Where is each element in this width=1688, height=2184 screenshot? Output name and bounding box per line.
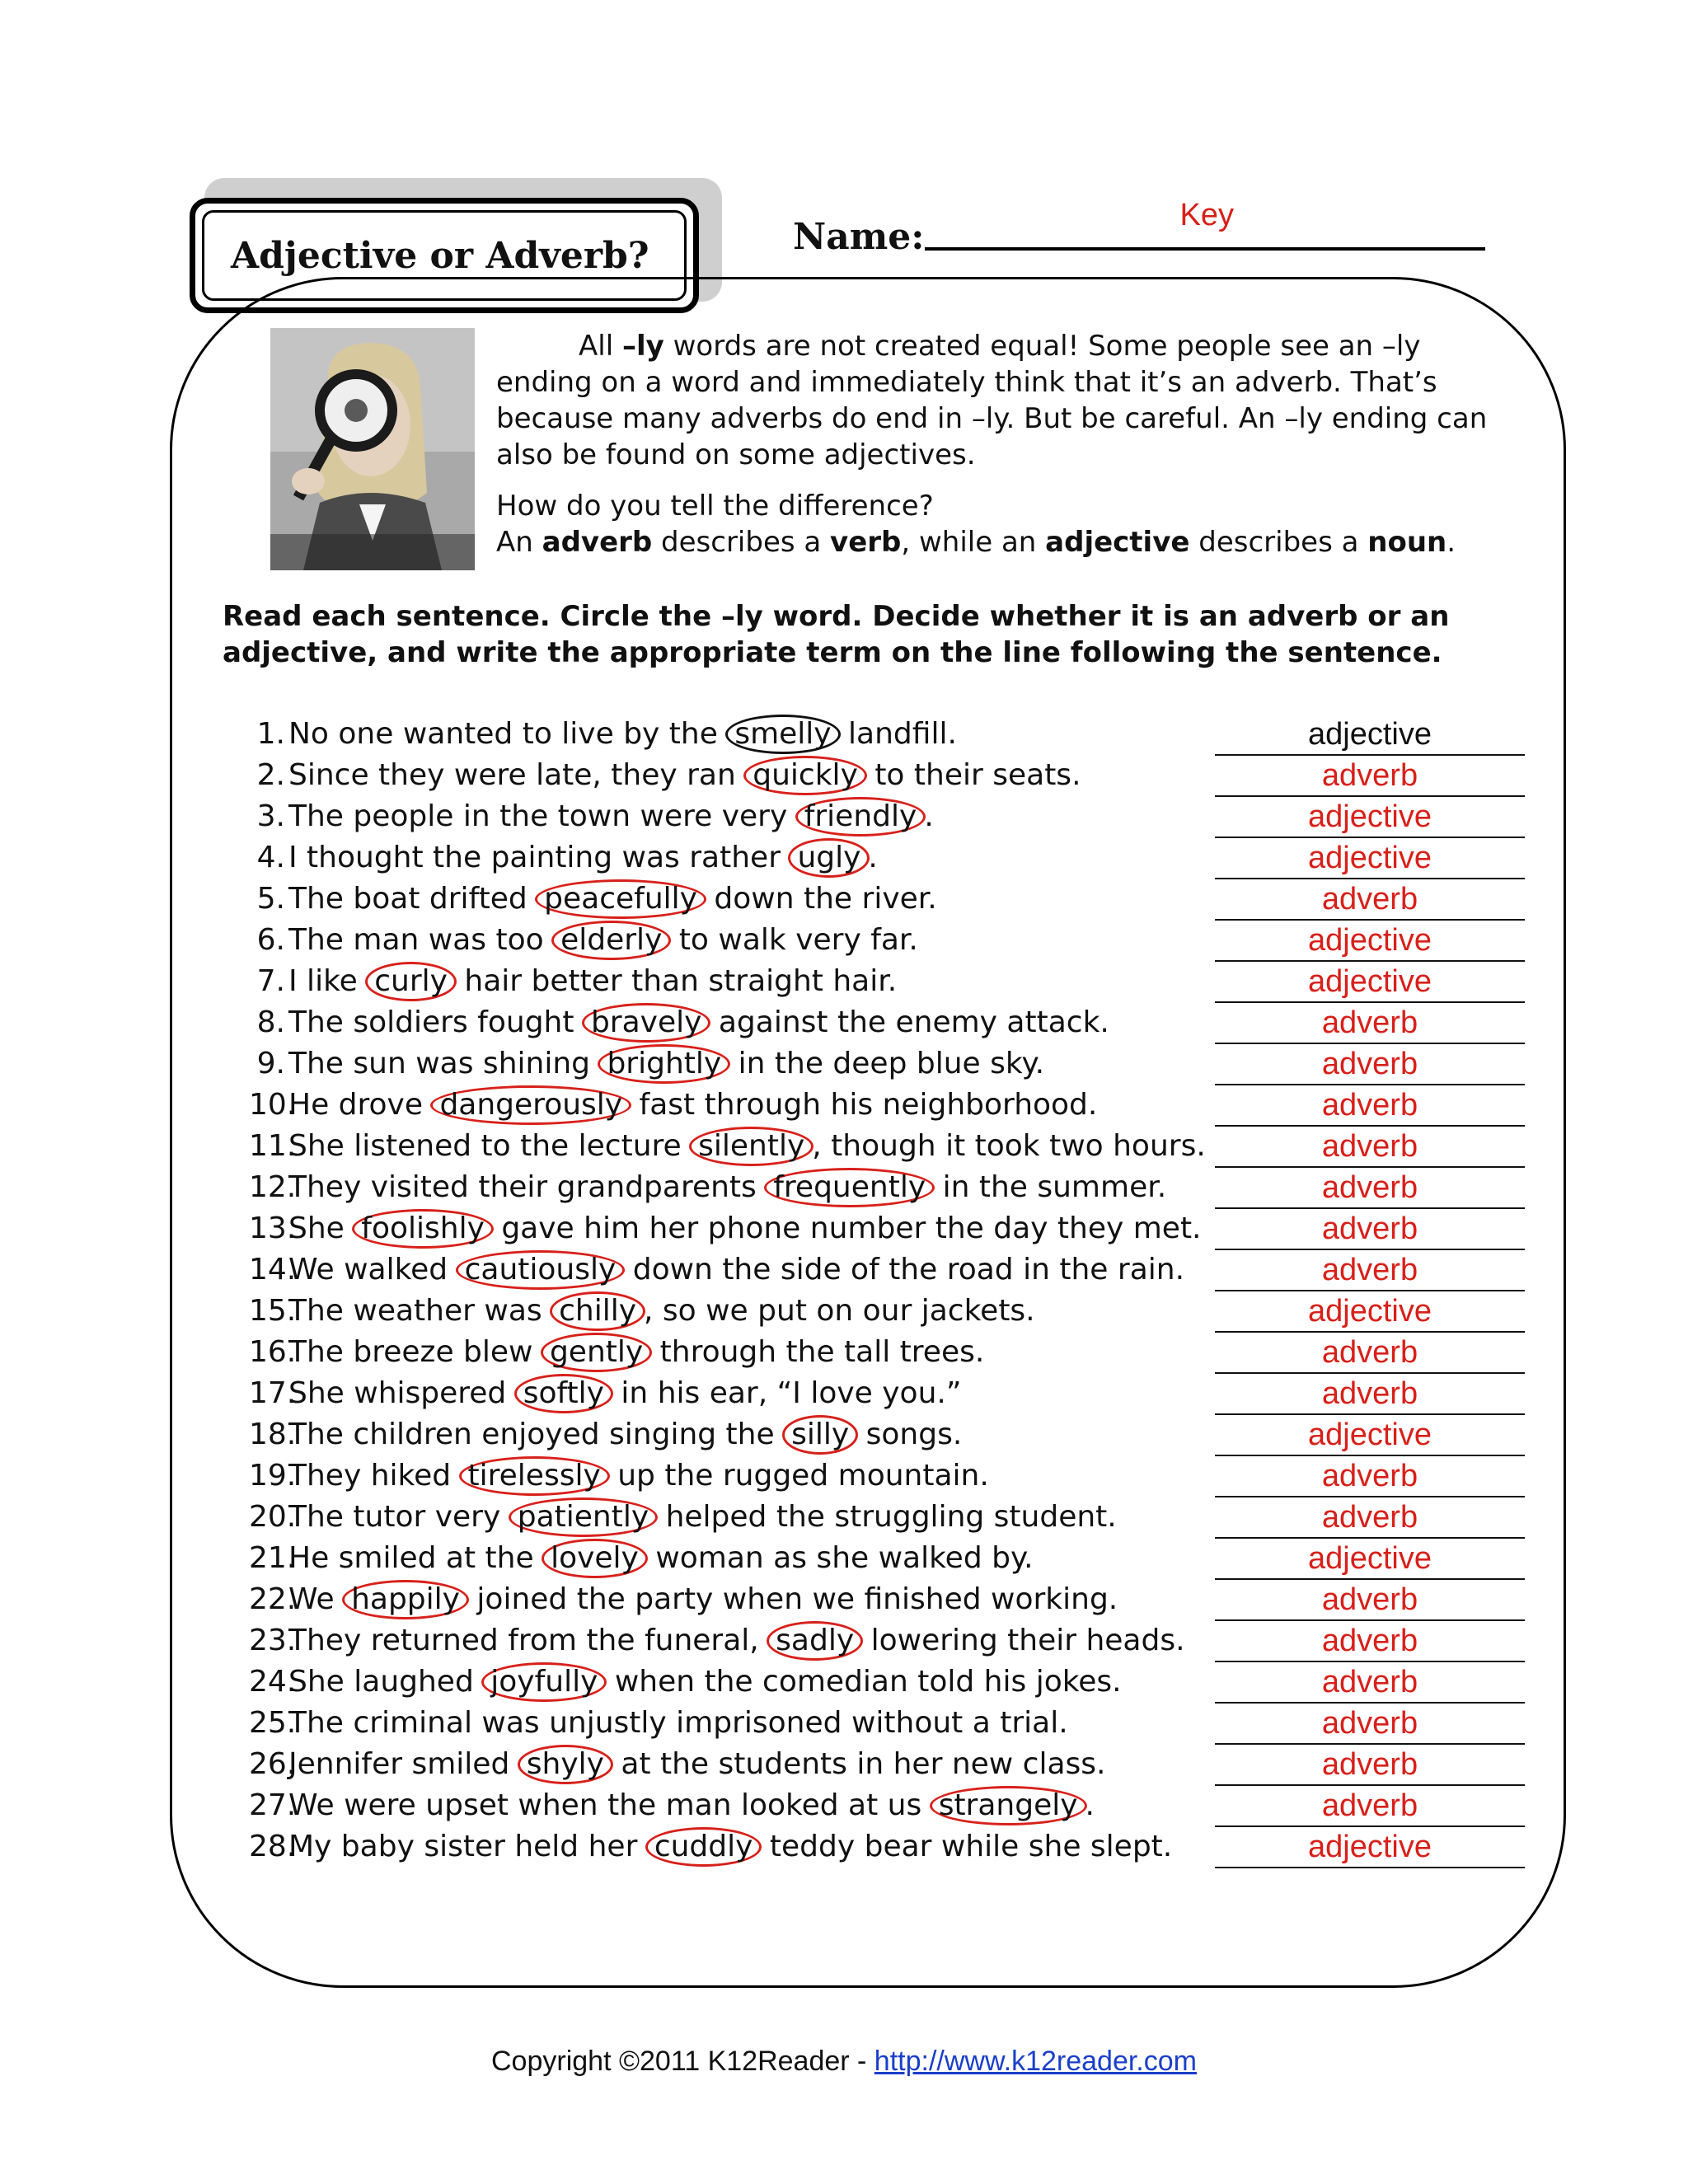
sentence-post: teddy bear while she slept. xyxy=(760,1830,1173,1863)
sentence-pre: They hiked xyxy=(288,1459,461,1493)
sentence-pre: Since they were late, they ran xyxy=(288,758,746,792)
sentence-row xyxy=(249,1703,1535,1744)
answer-line: adjective xyxy=(1215,1414,1525,1456)
sentence-row xyxy=(249,1826,1535,1868)
answer-line: adverb xyxy=(1215,1373,1525,1415)
sentence-row xyxy=(249,1785,1535,1826)
ly-word: unjustly xyxy=(549,1706,667,1740)
sentence-pre: We were upset when the man looked at us xyxy=(288,1788,931,1822)
circled-ly-word: silently xyxy=(689,1127,814,1166)
sentence-row xyxy=(249,837,1535,879)
sentence-row xyxy=(249,1167,1535,1208)
sentence-row xyxy=(249,1249,1535,1291)
name-value: Key xyxy=(1179,198,1235,232)
answer-line: adverb xyxy=(1215,1249,1525,1291)
sentence-post: gave him her phone number the day they met. xyxy=(491,1212,1202,1245)
circled-ly-word: happily xyxy=(342,1580,469,1619)
sentence-post: to walk very far. xyxy=(669,923,918,957)
sentence-number: 10. xyxy=(249,1088,297,1122)
sentence-pre: We walked xyxy=(288,1253,457,1286)
sentence-pre: She laughed xyxy=(288,1665,484,1699)
intro-text xyxy=(496,328,1503,560)
sentence-row xyxy=(249,1126,1535,1167)
sentence-number: 27. xyxy=(249,1788,297,1822)
sentence-row xyxy=(249,1085,1535,1126)
sentence-pre: The man was too xyxy=(288,923,554,957)
sentence-post: in the deep blue sky. xyxy=(729,1047,1045,1080)
girl-with-magnifying-glass-illustration xyxy=(270,328,475,570)
sentence-post: against the enemy attack. xyxy=(709,1005,1109,1039)
sentence-row xyxy=(249,920,1535,961)
circled-ly-word: cautiously xyxy=(456,1250,626,1290)
sentence-number: 8. xyxy=(256,1005,285,1039)
sentence-row xyxy=(249,1538,1535,1579)
circled-ly-word: chilly xyxy=(550,1291,645,1331)
sentence-pre: He smiled at the xyxy=(288,1541,544,1575)
instructions: Read each sentence. Circle the –ly word. Decide whether it is an adverb or an adjective, and write the appropriate term on the line following the sentence. xyxy=(223,600,1450,669)
answer-line: adverb xyxy=(1215,1002,1525,1044)
sentence-number: 6. xyxy=(256,923,285,957)
sentence-number: 17. xyxy=(249,1376,297,1410)
circled-ly-word: frequently xyxy=(764,1168,935,1207)
sentence-row xyxy=(249,1332,1535,1373)
circled-ly-word: joyfully xyxy=(481,1662,607,1702)
intro-question: How do you tell the difference? xyxy=(496,490,934,523)
sentence-post: in his ear, “I love you.” xyxy=(611,1376,962,1410)
sentence-pre: Jennifer smiled xyxy=(288,1747,519,1781)
sentence-post: at the students in her new class. xyxy=(611,1747,1106,1781)
sentence-pre: He drove xyxy=(288,1088,433,1122)
sentence-post: through the tall trees. xyxy=(650,1335,985,1369)
answer-line: adjective xyxy=(1215,1291,1525,1333)
sentence-number: 24. xyxy=(249,1665,297,1699)
sentence-row xyxy=(249,1661,1535,1703)
circled-ly-word: friendly xyxy=(795,797,926,837)
sentence-post: landfill. xyxy=(838,717,957,751)
answer-line: adjective xyxy=(1215,837,1525,879)
sentence-row xyxy=(249,796,1535,837)
circled-ly-word: brightly xyxy=(598,1044,730,1084)
sentence-pre: She listened to the lecture xyxy=(288,1129,692,1163)
sentence-number: 16. xyxy=(249,1335,297,1369)
footer xyxy=(0,2046,1688,2078)
answer-line: adverb xyxy=(1215,1661,1525,1704)
sentence-post: . xyxy=(924,799,934,833)
sentence-post: helped the struggling student. xyxy=(656,1500,1117,1534)
sentence-post: imprisoned without a trial. xyxy=(666,1706,1068,1740)
circled-ly-word: curly xyxy=(365,962,457,1001)
sentence-post: . xyxy=(868,841,878,874)
sentence-row xyxy=(249,755,1535,796)
sentence-number: 18. xyxy=(249,1418,297,1451)
sentence-row xyxy=(249,1579,1535,1620)
sentence-post: lowering their heads. xyxy=(861,1624,1185,1657)
sentence-pre: No one wanted to live by the xyxy=(288,717,728,751)
sentence-post: , so we put on our jackets. xyxy=(644,1294,1035,1328)
sentence-row xyxy=(249,1208,1535,1249)
sentence-row xyxy=(249,1291,1535,1332)
sentence-post: . xyxy=(1085,1788,1095,1822)
answer-line: adverb xyxy=(1215,1126,1525,1168)
sentence-post: fast through his neighborhood. xyxy=(630,1088,1098,1122)
sentence-pre: I thought the painting was rather xyxy=(288,841,790,874)
sentence-row xyxy=(249,1002,1535,1043)
sentence-number: 28. xyxy=(249,1830,297,1863)
sentence-number: 4. xyxy=(256,841,285,874)
sentence-number: 3. xyxy=(256,799,285,833)
sentence-post: up the rugged mountain. xyxy=(607,1459,989,1493)
sentence-number: 11. xyxy=(249,1129,297,1163)
answer-line: adjective xyxy=(1215,796,1525,838)
answer-line: adjective xyxy=(1215,1538,1525,1580)
sentence-pre: The people in the town were very xyxy=(288,799,797,833)
sentence-list xyxy=(249,714,1535,1868)
circled-ly-word: peacefully xyxy=(535,879,706,919)
answer-line: adverb xyxy=(1215,1785,1525,1827)
sentence-number: 19. xyxy=(249,1459,297,1493)
answer-line: adjective xyxy=(1215,714,1525,756)
girl-with-magnifying-glass-photo xyxy=(270,328,475,570)
sentence-row xyxy=(249,1414,1535,1455)
sentence-pre: They visited their grandparents xyxy=(288,1170,767,1204)
answer-line: adverb xyxy=(1215,755,1525,797)
circled-ly-word: elderly xyxy=(551,921,671,960)
circled-ly-word: quickly xyxy=(743,756,867,795)
answer-line: adverb xyxy=(1215,879,1525,921)
sentence-number: 21. xyxy=(249,1541,297,1575)
name-label: Name: xyxy=(793,216,925,258)
sentence-pre: The tutor very xyxy=(288,1500,510,1534)
sentence-pre: The sun was shining xyxy=(288,1047,600,1080)
sentence-number: 14. xyxy=(249,1253,297,1286)
sentence-number: 7. xyxy=(256,964,285,998)
circled-ly-word: smelly xyxy=(725,715,840,754)
circled-ly-word: ugly xyxy=(788,838,870,878)
sentence-post: in the summer. xyxy=(933,1170,1167,1204)
sentence-number: 20. xyxy=(249,1500,297,1534)
answer-line: adverb xyxy=(1215,1497,1525,1539)
sentence-row xyxy=(249,961,1535,1002)
sentence-number: 9. xyxy=(256,1047,285,1080)
circled-ly-word: dangerously xyxy=(430,1085,631,1125)
sentence-post: when the comedian told his jokes. xyxy=(605,1665,1122,1699)
circled-ly-word: gently xyxy=(541,1333,652,1372)
sentence-number: 12. xyxy=(249,1170,297,1204)
sentence-number: 15. xyxy=(249,1294,297,1328)
answer-line: adverb xyxy=(1215,1455,1525,1497)
sentence-pre: We xyxy=(288,1582,345,1616)
sentence-number: 2. xyxy=(256,758,285,792)
answer-line: adverb xyxy=(1215,1579,1525,1621)
sentence-number: 25. xyxy=(249,1706,297,1740)
circled-ly-word: foolishly xyxy=(352,1209,494,1249)
answer-line: adjective xyxy=(1215,961,1525,1003)
sentence-pre: I like xyxy=(288,964,368,998)
answer-line: adverb xyxy=(1215,1744,1525,1786)
intro-paragraph: All –ly words are not created equal! Some people see an –ly ending on a word and immediately think that it’s an adverb. That’s because many adverbs do end in –ly. But be careful. An –ly ending can also be found on some adjectives. xyxy=(496,330,1488,471)
circled-ly-word: cuddly xyxy=(645,1827,762,1867)
sentence-post: woman as she walked by. xyxy=(645,1541,1034,1575)
sentence-row xyxy=(249,1455,1535,1497)
circled-ly-word: shyly xyxy=(518,1745,613,1784)
sentence-post: hair better than straight hair. xyxy=(454,964,898,998)
sentence-row xyxy=(249,879,1535,920)
answer-line: adjective xyxy=(1215,1826,1525,1868)
answer-line: adjective xyxy=(1215,920,1525,962)
sentence-pre: My baby sister held her xyxy=(288,1830,647,1863)
sentence-pre: The breeze blew xyxy=(288,1335,542,1369)
sentence-number: 26. xyxy=(249,1747,297,1781)
sentence-number: 5. xyxy=(256,882,285,916)
sentence-row xyxy=(249,714,1535,755)
sentence-number: 1. xyxy=(256,717,285,751)
copyright-text: Copyright ©2011 K12Reader - xyxy=(491,2046,874,2077)
sentence-post: , though it took two hours. xyxy=(812,1129,1206,1163)
sentence-pre: She xyxy=(288,1212,354,1245)
sentence-number: 23. xyxy=(249,1624,297,1657)
circled-ly-word: silly xyxy=(782,1415,858,1455)
sentence-pre: The children enjoyed singing the xyxy=(288,1418,785,1451)
circled-ly-word: bravely xyxy=(582,1003,710,1043)
name-line xyxy=(925,198,1485,251)
sentence-row xyxy=(249,1043,1535,1085)
circled-ly-word: tirelessly xyxy=(459,1456,610,1496)
answer-line: adverb xyxy=(1215,1167,1525,1209)
circled-ly-word: sadly xyxy=(767,1621,863,1661)
answer-line: adverb xyxy=(1215,1620,1525,1662)
circled-ly-word: strangely xyxy=(930,1786,1087,1825)
intro-explanation: An adverb describes a verb, while an adjective describes a noun. xyxy=(496,526,1456,559)
sentence-post: down the river. xyxy=(704,882,937,916)
sentence-post: to their seats. xyxy=(865,758,1081,792)
footer-link[interactable]: http://www.k12reader.com xyxy=(874,2046,1197,2077)
answer-line: adverb xyxy=(1215,1703,1525,1745)
answer-line: adverb xyxy=(1215,1208,1525,1250)
answer-line: adverb xyxy=(1215,1043,1525,1085)
sentence-post: joined the party when we finished working. xyxy=(467,1582,1118,1616)
sentence-row xyxy=(249,1497,1535,1538)
circled-ly-word: softly xyxy=(514,1374,613,1413)
sentence-row xyxy=(249,1373,1535,1414)
sentence-row xyxy=(249,1620,1535,1661)
sentence-row xyxy=(249,1744,1535,1785)
circled-ly-word: lovely xyxy=(542,1539,648,1578)
sentence-pre: The boat drifted xyxy=(288,882,537,916)
circled-ly-word: patiently xyxy=(509,1497,658,1537)
sentence-pre: She whispered xyxy=(288,1376,516,1410)
answer-line: adverb xyxy=(1215,1085,1525,1127)
sentence-pre: The soldiers fought xyxy=(288,1005,584,1039)
sentence-pre: The criminal was xyxy=(288,1706,550,1740)
page-title: Adjective or Adverb? xyxy=(202,210,687,301)
sentence-post: down the side of the road in the rain. xyxy=(623,1253,1185,1286)
name-field xyxy=(793,198,1485,258)
sentence-pre: The weather was xyxy=(288,1294,552,1328)
sentence-number: 22. xyxy=(249,1582,297,1616)
sentence-pre: They returned from the funeral, xyxy=(288,1624,769,1657)
sentence-number: 13. xyxy=(249,1212,297,1245)
answer-line: adverb xyxy=(1215,1332,1525,1374)
sentence-post: songs. xyxy=(856,1418,963,1451)
